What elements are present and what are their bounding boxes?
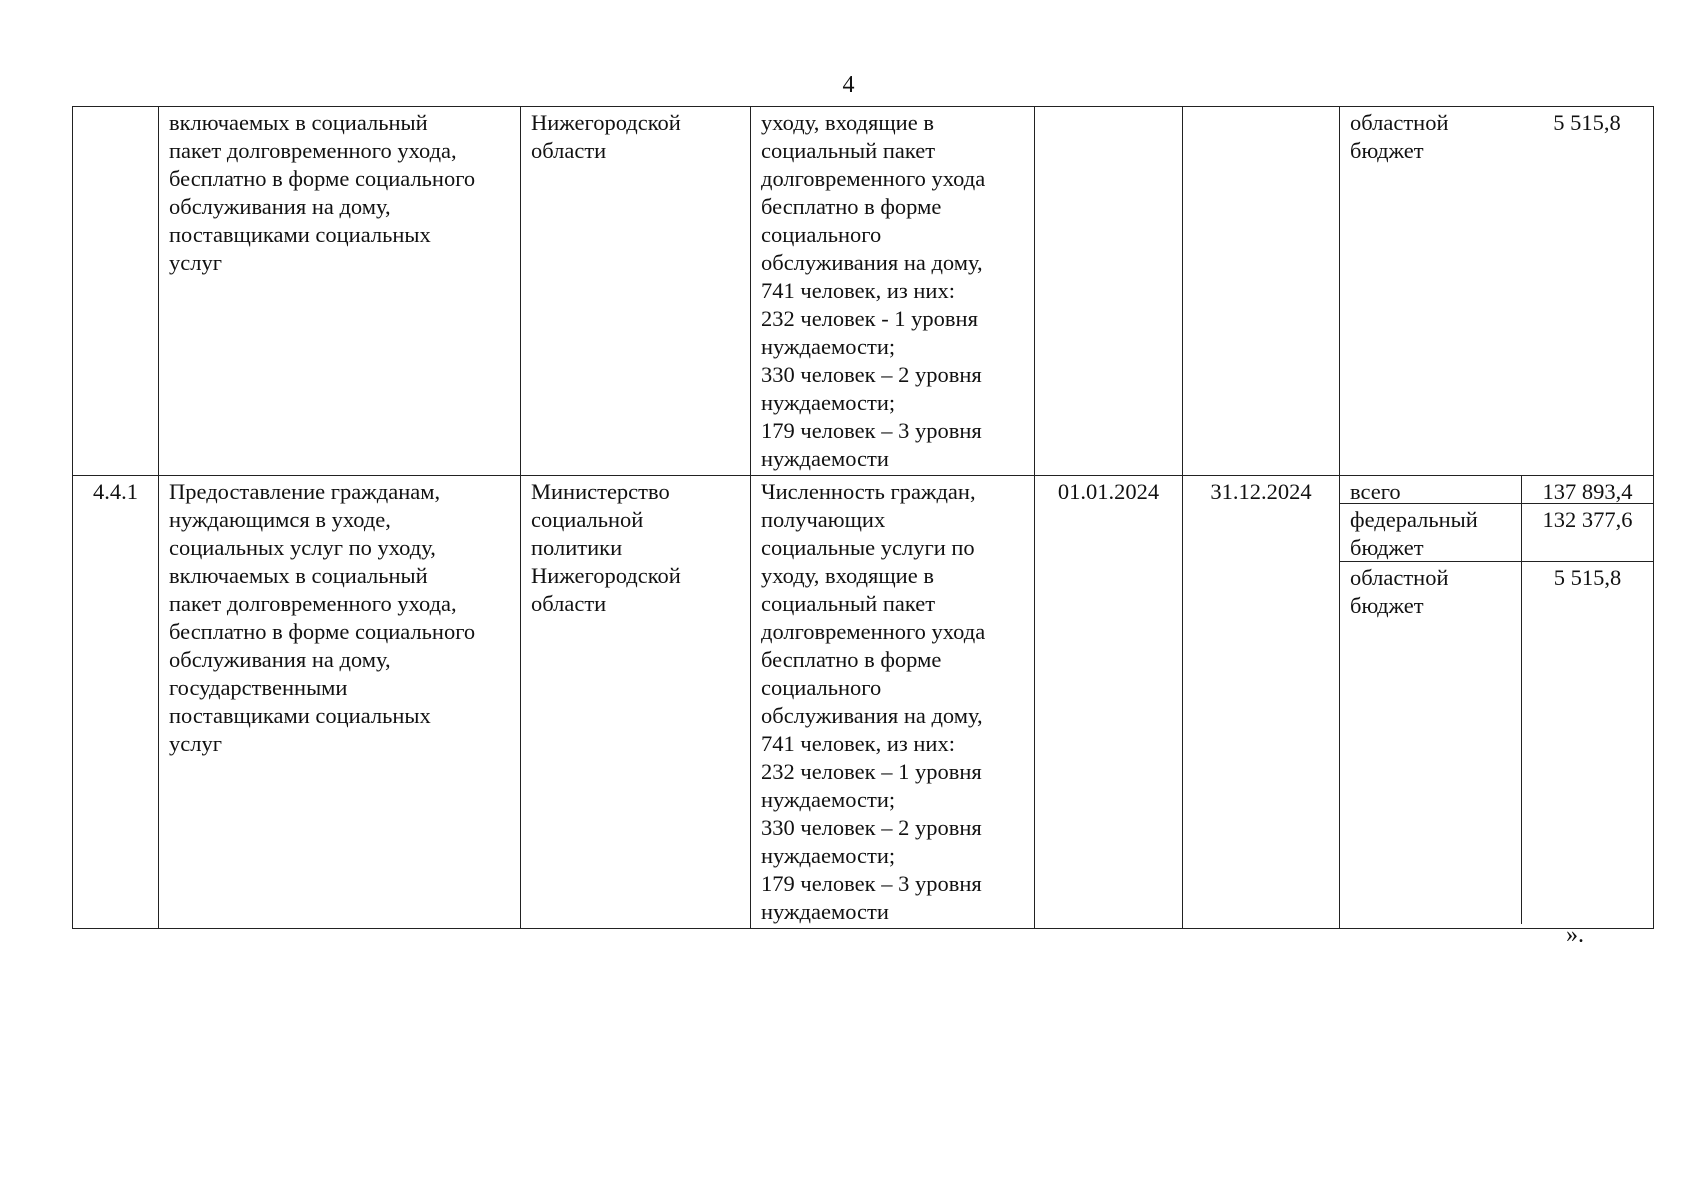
funding-amount: 5 515,8: [1521, 562, 1653, 924]
page-number: 4: [842, 72, 855, 98]
cell-executor: Министерство социальной политики Нижегородской области: [521, 476, 751, 929]
funding-row: [1340, 107, 1653, 165]
table-row: [73, 476, 1654, 929]
funding-source: областной бюджет: [1350, 110, 1449, 163]
cell-end-date: [1183, 107, 1340, 476]
cell-number: [73, 107, 159, 476]
funding-row: [1340, 504, 1653, 562]
cell-end-date: 31.12.2024: [1183, 476, 1340, 929]
funding-amount: 132 377,6: [1521, 504, 1653, 561]
cell-indicator: Численность граждан, получающих социальные услуги по уходу, входящие в социальный пакет долговременного ухода бесплатно в форме социального обслуживания на дому, 741 человек, из них: 232 человек – 1 уровня нуждаемости; 330 человек – 2 уровня нуждаемости; 179 человек – 3 уровня нуждаемости: [751, 476, 1035, 929]
cell-start-date: 01.01.2024: [1035, 476, 1183, 929]
cell-start-date: [1035, 107, 1183, 476]
cell-funding: [1340, 107, 1654, 476]
cell-indicator: уходу, входящие в социальный пакет долговременного ухода бесплатно в форме социального обслуживания на дому, 741 человек, из них: 232 человек - 1 уровня нуждаемости; 330 человек – 2 уровня нуждаемости; 179 человек – 3 уровня нуждаемости: [751, 107, 1035, 476]
table-row: [73, 107, 1654, 476]
cell-number: 4.4.1: [73, 476, 159, 929]
funding-amount: 137 893,4: [1521, 476, 1653, 503]
funding-source: всего: [1350, 479, 1401, 504]
cell-executor: Нижегородской области: [521, 107, 751, 476]
cell-event: включаемых в социальный пакет долговременного ухода, бесплатно в форме социального обслуживания на дому, поставщиками социальных услуг: [159, 107, 521, 476]
funding-source: областной бюджет: [1350, 565, 1449, 618]
funding-amount: 5 515,8: [1553, 110, 1621, 135]
funding-source: федеральный бюджет: [1350, 507, 1478, 560]
cell-event: Предоставление гражданам, нуждающимся в уходе, социальных услуг по уходу, включаемых в социальный пакет долговременного ухода, бесплатно в форме социального обслуживания на дому, государственными поставщиками социальных услуг: [159, 476, 521, 929]
cell-funding: [1340, 476, 1654, 929]
closing-quote-mark: ».: [1566, 922, 1584, 948]
funding-row: [1340, 562, 1653, 924]
measures-table: [72, 106, 1654, 929]
funding-row: [1340, 476, 1653, 504]
